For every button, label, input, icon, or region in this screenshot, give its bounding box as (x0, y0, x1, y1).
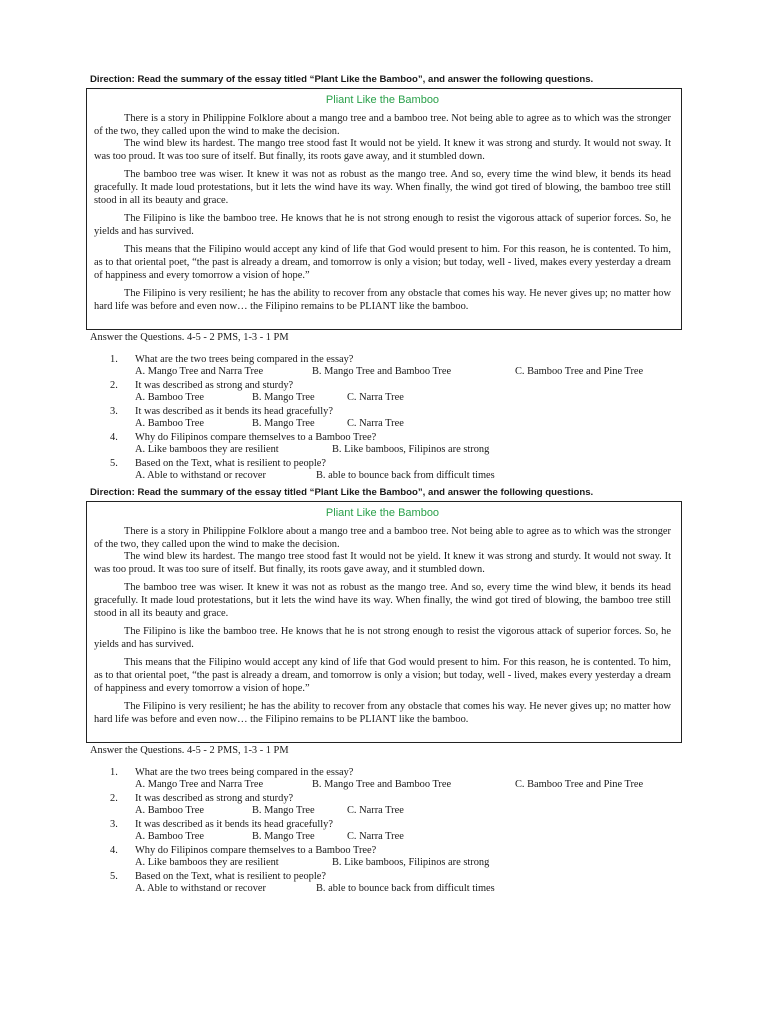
essay-paragraph: The bamboo tree was wiser. It knew it was not as robust as the mango tree. And so, every time the wind blew, it bends its head gracefully. It made loud protestations, but it lets the wind have its way. When finally, the wind got tired of blowing, the bamboo tree still stood in all its beauty and grace. (94, 582, 671, 619)
option-a[interactable]: A. Mango Tree and Narra Tree (135, 779, 264, 790)
options-2 (110, 392, 710, 405)
option-c[interactable]: C. Narra Tree (347, 805, 404, 816)
direction-text: Direction: Read the summary of the essay titled “Plant Like the Bamboo”, and answer the following questions. (90, 74, 594, 85)
option-b[interactable]: B. Mango Tree and Bamboo Tree (312, 779, 452, 790)
options-3 (110, 418, 710, 431)
essay-paragraph: The Filipino is very resilient; he has the ability to recover from any obstacle that comes his way. He never gives up; no matter how hard life was before and even now… the Filipino remains to be PLIANT like the bamboo. (94, 701, 671, 725)
essay-box (86, 88, 682, 330)
question-4: 4. Why do Filipinos compare themselves to a Bamboo Tree? (110, 845, 377, 856)
option-b[interactable]: B. Mango Tree (252, 392, 315, 403)
option-b[interactable]: B. able to bounce back from difficult times (316, 883, 495, 894)
option-c[interactable]: C. Bamboo Tree and Pine Tree (515, 366, 644, 377)
option-a[interactable]: A. Able to withstand or recover (135, 470, 267, 481)
essay-paragraph: The wind blew its hardest. The mango tree stood fast It would not be yield. It knew it was strong and sturdy. It would not sway. It was too proud. It was too sure of itself. But finally, its roots gave away, and it stumbled down. (94, 138, 671, 162)
options-5 (110, 883, 710, 896)
essay-paragraph: The Filipino is like the bamboo tree. He knows that he is not strong enough to resist the vigorous attack of superior forces. So, he yields and has survived. (94, 213, 671, 237)
option-b[interactable]: B. Mango Tree and Bamboo Tree (312, 366, 452, 377)
option-b[interactable]: B. Like bamboos, Filipinos are strong (332, 444, 490, 455)
question-1: 1. What are the two trees being compared in the essay? (110, 354, 354, 365)
essay-title: Pliant Like the Bamboo (325, 507, 440, 519)
essay-title: Pliant Like the Bamboo (325, 94, 440, 106)
options-1 (110, 366, 710, 379)
question-2: 2. It was described as strong and sturdy? (110, 380, 294, 391)
direction-text: Direction: Read the summary of the essay titled “Plant Like the Bamboo”, and answer the following questions. (90, 487, 594, 498)
options-5 (110, 470, 710, 483)
option-b[interactable]: B. Mango Tree (252, 418, 315, 429)
options-4 (110, 444, 710, 457)
essay-paragraph: The Filipino is like the bamboo tree. He knows that he is not strong enough to resist the vigorous attack of superior forces. So, he yields and has survived. (94, 626, 671, 650)
essay-paragraph: This means that the Filipino would accept any kind of life that God would present to him. For this reason, he is contented. To him, as to that oriental poet, “the past is already a dream, and tomorrow is only a vision; but today, well - lived, makes every yesterday a dream of happiness and every tomorrow a vision of hope.” (94, 657, 671, 694)
option-c[interactable]: C. Bamboo Tree and Pine Tree (515, 779, 644, 790)
essay-paragraph: This means that the Filipino would accept any kind of life that God would present to him. For this reason, he is contented. To him, as to that oriental poet, “the past is already a dream, and tomorrow is only a vision; but today, well - lived, makes every yesterday a dream of happiness and every tomorrow a vision of hope.” (94, 244, 671, 281)
option-a[interactable]: A. Bamboo Tree (135, 418, 204, 429)
option-b[interactable]: B. Mango Tree (252, 805, 315, 816)
essay-paragraph: The bamboo tree was wiser. It knew it was not as robust as the mango tree. And so, every time the wind blew, it bends its head gracefully. It made loud protestations, but it lets the wind have its way. When finally, the wind got tired of blowing, the bamboo tree still stood in all its beauty and grace. (94, 169, 671, 206)
essay-paragraph: The Filipino is very resilient; he has the ability to recover from any obstacle that comes his way. He never gives up; no matter how hard life was before and even now… the Filipino remains to be PLIANT like the bamboo. (94, 288, 671, 312)
option-b[interactable]: B. able to bounce back from difficult times (316, 470, 495, 481)
question-list (110, 353, 710, 483)
essay-paragraph: There is a story in Philippine Folklore about a mango tree and a bamboo tree. Not being able to agree as to which was the stronger of the two, they called upon the wind to make the decision. (94, 526, 671, 550)
question-2: 2. It was described as strong and sturdy? (110, 793, 294, 804)
option-c[interactable]: C. Narra Tree (347, 418, 404, 429)
option-a[interactable]: A. Like bamboos they are resilient (135, 444, 279, 455)
question-3: 3. It was described as it bends its head gracefully? (110, 819, 333, 830)
option-a[interactable]: A. Like bamboos they are resilient (135, 857, 279, 868)
option-a[interactable]: A. Mango Tree and Narra Tree (135, 366, 264, 377)
question-4: 4. Why do Filipinos compare themselves to a Bamboo Tree? (110, 432, 377, 443)
essay-box (86, 501, 682, 743)
options-4 (110, 857, 710, 870)
option-a[interactable]: A. Able to withstand or recover (135, 883, 267, 894)
question-list (110, 766, 710, 896)
essay-paragraph: The wind blew its hardest. The mango tree stood fast It would not be yield. It knew it was strong and sturdy. It would not sway. It was too proud. It was too sure of itself. But finally, its roots gave away, and it stumbled down. (94, 551, 671, 575)
option-b[interactable]: B. Mango Tree (252, 831, 315, 842)
options-3 (110, 831, 710, 844)
options-1 (110, 779, 710, 792)
question-1: 1. What are the two trees being compared in the essay? (110, 767, 354, 778)
option-a[interactable]: A. Bamboo Tree (135, 831, 204, 842)
option-a[interactable]: A. Bamboo Tree (135, 392, 204, 403)
question-5: 5. Based on the Text, what is resilient to people? (110, 871, 326, 882)
option-c[interactable]: C. Narra Tree (347, 831, 404, 842)
answer-header: Answer the Questions. 4-5 - 2 PMS, 1-3 - 1 PM (90, 332, 289, 343)
option-a[interactable]: A. Bamboo Tree (135, 805, 204, 816)
question-3: 3. It was described as it bends its head gracefully? (110, 406, 333, 417)
options-2 (110, 805, 710, 818)
question-5: 5. Based on the Text, what is resilient to people? (110, 458, 326, 469)
option-c[interactable]: C. Narra Tree (347, 392, 404, 403)
answer-header: Answer the Questions. 4-5 - 2 PMS, 1-3 - 1 PM (90, 745, 289, 756)
essay-paragraph: There is a story in Philippine Folklore about a mango tree and a bamboo tree. Not being able to agree as to which was the stronger of the two, they called upon the wind to make the decision. (94, 113, 671, 137)
option-b[interactable]: B. Like bamboos, Filipinos are strong (332, 857, 490, 868)
